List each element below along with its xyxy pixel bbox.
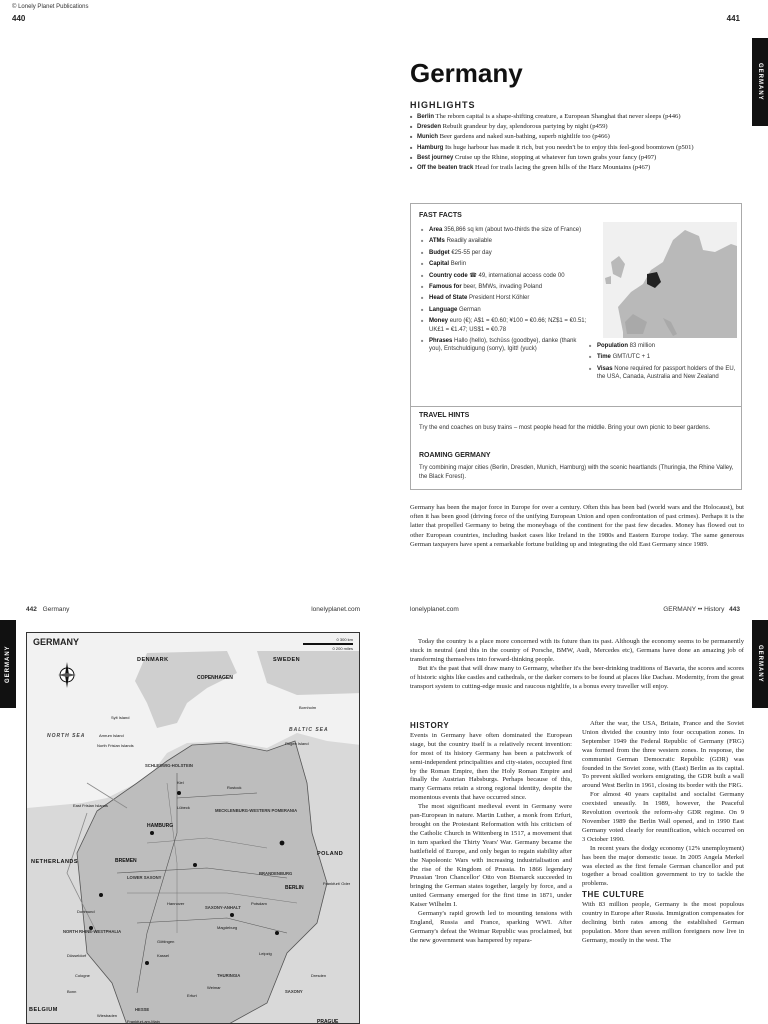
list-item [410, 163, 744, 173]
list-item: ■ Visas None required for passport holders of the EU, the USA, Canada, Australia and New Zealand [589, 365, 739, 382]
roaming-heading: ROAMING GERMANY [419, 452, 491, 459]
page-number: 441 [726, 14, 740, 23]
list-item: ■ Head of State President Horst Köhler [421, 294, 591, 302]
map-label: SWEDEN [273, 657, 301, 663]
map-label: Wiesbaden [97, 1013, 118, 1018]
running-head [26, 606, 69, 613]
divider [411, 406, 741, 407]
highlights-heading: HIGHLIGHTS [410, 100, 476, 110]
map-label: Leipzig [259, 951, 272, 956]
map-label: DENMARK [137, 657, 169, 663]
map-label: Dresden [311, 973, 327, 978]
map-label: Göttingen [157, 939, 175, 944]
fast-facts-heading: FAST FACTS [419, 212, 462, 219]
map-label: PRAGUE [317, 1019, 339, 1024]
travel-hints-text: Try the end coaches on busy trains – most people head for the middle. Bring your own picnic to beer gardens. [419, 425, 711, 431]
map-graphic [27, 633, 360, 1024]
map-label: Sylt Island [111, 715, 130, 720]
map-label: Rügen Island [285, 741, 309, 746]
list-item [410, 112, 744, 122]
intro-paragraph: Germany has been the major force in Europe for over a century. Often this has been bad (world wars and the Holocaust), but often it has been good (driving force of the unifying European Union and open confrontation of past crimes). Perhaps it is the latter that propelled Germany to being the moneybags of the continent for the past few decades. Money has flowed out to other European countries, including basket cases like Ireland in the 1980s and Eastern Europe today. The same generous German taxpayers have spent a remarkable fortune building up and integrating the old East Germany since 1989. [410, 504, 744, 548]
body-paragraph: For almost 40 years capitalist and socialist Germany coexisted uneasily. In 1989, however, the Peaceful Revolution overtook the reform-shy GDR regime. On 9 November 1989 the Berlin Wall opened, and in 1990 East Germany voted clearly for reunification, which occurred on 3 October 1990. [582, 791, 744, 843]
running-head [663, 606, 740, 613]
travel-hints-heading: TRAVEL HINTS [419, 412, 470, 419]
map-label: Weimar [207, 985, 221, 990]
highlight-text: Head for trails lacing the green hills of the Harz Mountains (p467) [475, 164, 651, 172]
map-label: BRANDENBURG [259, 871, 293, 876]
map-label: SAXONY [285, 989, 303, 994]
map-label: BALTIC SEA [289, 727, 329, 733]
highlight-name: Best journey [417, 154, 454, 161]
history-column-right [582, 720, 744, 946]
chapter-tab-label: GERMANY [757, 645, 763, 683]
section-name: Germany [42, 606, 70, 613]
map-label: Amrum Island [99, 733, 124, 738]
fast-facts-list-right [589, 342, 739, 385]
list-item: ■ ATMs Readily available [421, 237, 591, 245]
site-url: lonelyplanet.com [311, 606, 360, 613]
highlights-list [410, 112, 744, 173]
list-item: ■ Area 356,866 sq km (about two-thirds the size of France) [421, 226, 591, 234]
list-item: ■ Famous for beer, BMWs, invading Poland [421, 283, 591, 291]
germany-map [26, 632, 360, 1024]
body-paragraph: Events in Germany have often dominated the European stage, but the country itself is a relatively recent invention: for most of its history Germany has been a patchwork of semi-independent principalities and city-states, occupied first by the Roman Empire, then the Holy Roman Empire and finally the Austrian Habsburgs. Perhaps because of this, many Germans retain a strong regional identity, despite the momentous events that have occurred since. [410, 731, 572, 802]
site-url: lonelyplanet.com [410, 606, 459, 613]
fast-facts-box [410, 203, 742, 490]
page-number: 442 [26, 606, 37, 613]
section-name: GERMANY •• History [663, 606, 725, 613]
map-label: BREMEN [115, 858, 137, 864]
body-paragraph: Today the country is a place more concerned with its future than its past. Although the economy seems to be permanently stuck in neutral (and this in the country of Porsche, BMW, Audi, Mercedes etc), Germans have done an amazing job of transforming themselves into forward-thinking people. [410, 638, 744, 663]
chapter-tab [0, 620, 16, 708]
body-paragraph: Germany's rapid growth led to mounting tensions with England, Russia and France, sparking WWI. After Germany's defeat the Weimar Republic was proclaimed, but the new government was hampered by repara- [410, 910, 572, 944]
intro-text [410, 638, 744, 691]
map-label: Potsdam [251, 901, 267, 906]
body-paragraph: After the war, the USA, Britain, France and the Soviet Union divided the country into four occupation zones. In September 1949 the Federal Republic of Germany (FRG) was formed from the three western zones. In response, the communist German Democratic Republic (GDR) was founded in the Soviet zone, with (East) Berlin as its capital. To prevent skilled workers emigrating, the GDR built a wall around West Berlin in 1961, closing its border with the FRG. [582, 720, 744, 790]
map-label: NORTH RHINE-WESTPHALIA [63, 929, 122, 934]
list-item [410, 122, 744, 132]
map-label: Frankfurt-am-Main [127, 1019, 160, 1024]
map-scale: 0 300 km 0 200 miles [303, 637, 353, 651]
list-item: ■ Time GMT/UTC + 1 [589, 353, 739, 361]
history-column-left [410, 720, 572, 946]
page-441 [384, 0, 768, 590]
page-number: 443 [729, 606, 740, 613]
list-item: ■ Population 83 million [589, 342, 739, 350]
fast-facts-list [421, 226, 591, 357]
map-label: HAMBURG [147, 823, 174, 829]
map-label: NORTH SEA [47, 733, 86, 739]
map-label: SAXONY-ANHALT [205, 905, 241, 910]
highlight-name: Hamburg [417, 144, 444, 151]
highlight-text: Beer gardens and naked sun-bathing, superb nightlife too (p466) [439, 133, 610, 141]
europe-locator-map [603, 222, 737, 338]
map-label: Kiel [177, 780, 184, 785]
map-label: LOWER SAXONY [127, 875, 162, 880]
list-item [410, 153, 744, 163]
list-item: ■ Language German [421, 306, 591, 314]
highlight-name: Munich [417, 134, 438, 141]
list-item: ■ Phrases Hallo (hello), tschüss (goodbye), danke (thank you), Entschuldigung (sorry), Igitt! (yuck) [421, 337, 591, 354]
highlight-text: The reborn capital is a shape-shifting creature, a European Shanghai that never sleeps (p446) [435, 113, 681, 120]
map-label: Bonn [67, 989, 77, 994]
chapter-tab-label: GERMANY [757, 63, 763, 101]
chapter-tab [752, 38, 768, 126]
list-item [410, 132, 744, 142]
map-label: COPENHAGEN [197, 675, 233, 681]
map-label: Erfurt [187, 993, 197, 998]
map-label: Frankfurt/ Oder [323, 881, 351, 886]
history-heading: HISTORY [410, 721, 450, 730]
list-item: ■ Money euro (€); A$1 = €0.60; ¥100 = €0.66; NZ$1 = €0.51; UK£1 = €1.47; US$1 = €0.78 [421, 317, 591, 334]
roaming-text: Try combining major cities (Berlin, Dresden, Munich, Hamburg) with the scenic heartlands (Thuringia, the Rhine Valley, the Black Forest). [419, 465, 734, 480]
chapter-title: Germany [410, 58, 523, 88]
highlight-text: Cruise up the Rhine, stopping at whatever fun town grabs your fancy (p497) [455, 153, 657, 161]
body-paragraph: With 83 million people, Germany is the most populous country in Europe after Russia. Immigration compensates for declining birth rates among the established German population. More than seven million foreigners now live in Germany, mostly in the west. The [582, 901, 744, 944]
chapter-tab [752, 620, 768, 708]
map-label: NETHERLANDS [31, 859, 79, 865]
map-label: THURINGIA [217, 973, 241, 978]
highlight-name: Off the beaten track [417, 165, 474, 172]
chapter-tab-label: GERMANY [5, 645, 11, 683]
map-label: Rostock [227, 785, 242, 790]
map-label: POLAND [317, 851, 344, 857]
highlight-name: Dresden [417, 124, 442, 131]
map-label: Lübeck [177, 805, 190, 810]
map-label: Magdeburg [217, 925, 238, 930]
body-paragraph: In recent years the dodgy economy (12% unemployment) has been the major domestic issue. In 2005 Angela Merkel was elected as the first female German chancellor and put together a broad coalition government to try to tackle the problems. [582, 844, 744, 888]
copyright-notice: © Lonely Planet Publications [12, 4, 89, 10]
body-paragraph: The most significant medieval event in Germany were pan-European in nature. Martin Luther, a monk from Erfurt, brought on the Protestant Reformation with his criticism of the Catholic Church in Wittenberg in 1517, a movement that in turn sparked the Thirty Years' War. Germany became the battlefield of Europe, and only began to regain stability after the Napoleonic Wars with increasing industrialisation and the rise of the Kingdom of Prussia. In 1866 legendary Prussian 'Iron Chancellor' Otto von Bismarck succeeded in bringing the German states together, largely by force, and a united Germany emerged for the first time in 1871, under Kaiser Wilhelm I. [410, 803, 572, 909]
map-label: Hannover [167, 901, 185, 906]
page-440 [0, 0, 384, 590]
map-label: Düsseldorf [67, 953, 87, 958]
map-label: BERLIN [285, 885, 304, 891]
highlight-name: Berlin [417, 114, 435, 120]
page-number: 440 [12, 14, 26, 23]
map-label: BELGIUM [29, 1007, 58, 1013]
map-label: Bornholm [299, 705, 317, 710]
list-item: ■ Budget €25-55 per day [421, 249, 591, 257]
map-label: Kassel [157, 953, 170, 958]
list-item [410, 143, 744, 153]
compass-icon [57, 661, 77, 689]
map-label: Dortmund [77, 909, 95, 914]
list-item: ■ Capital Berlin [421, 260, 591, 268]
page-443 [384, 590, 768, 1024]
body-paragraph: But it's the past that will draw many to Germany, whether it's the beer-drinking traditions of Bavaria, the scores and scores of historic sights like castles and cathedrals, or the darker corners to be found at places like Dachau. Modernity, from the great transport system to cutting-edge music and raucous nightlife, is a bonus every traveller will enjoy. [410, 664, 744, 690]
highlight-text: Rebuilt grandeur by day, splendorous partying by night (p459) [442, 123, 608, 131]
map-label: MECKLENBURG-WESTERN POMERANIA [215, 808, 298, 813]
europe-map-graphic [603, 222, 737, 338]
map-label: Cologne [75, 973, 90, 978]
list-item: ■ Country code ☎ 49, international access code 00 [421, 272, 591, 280]
map-label: SCHLESWIG-HOLSTEIN [145, 763, 193, 768]
map-label: East Frisian Islands [73, 803, 108, 808]
map-title: GERMANY [33, 637, 80, 647]
page-442 [0, 590, 384, 1024]
culture-heading: THE CULTURE [582, 890, 645, 900]
map-label: HESSE [135, 1007, 150, 1012]
map-label: North Frisian Islands [97, 743, 134, 748]
highlight-text: Its huge harbour has made it rich, but you needn't be to enjoy this feel-good boomtown (p501) [445, 143, 694, 151]
